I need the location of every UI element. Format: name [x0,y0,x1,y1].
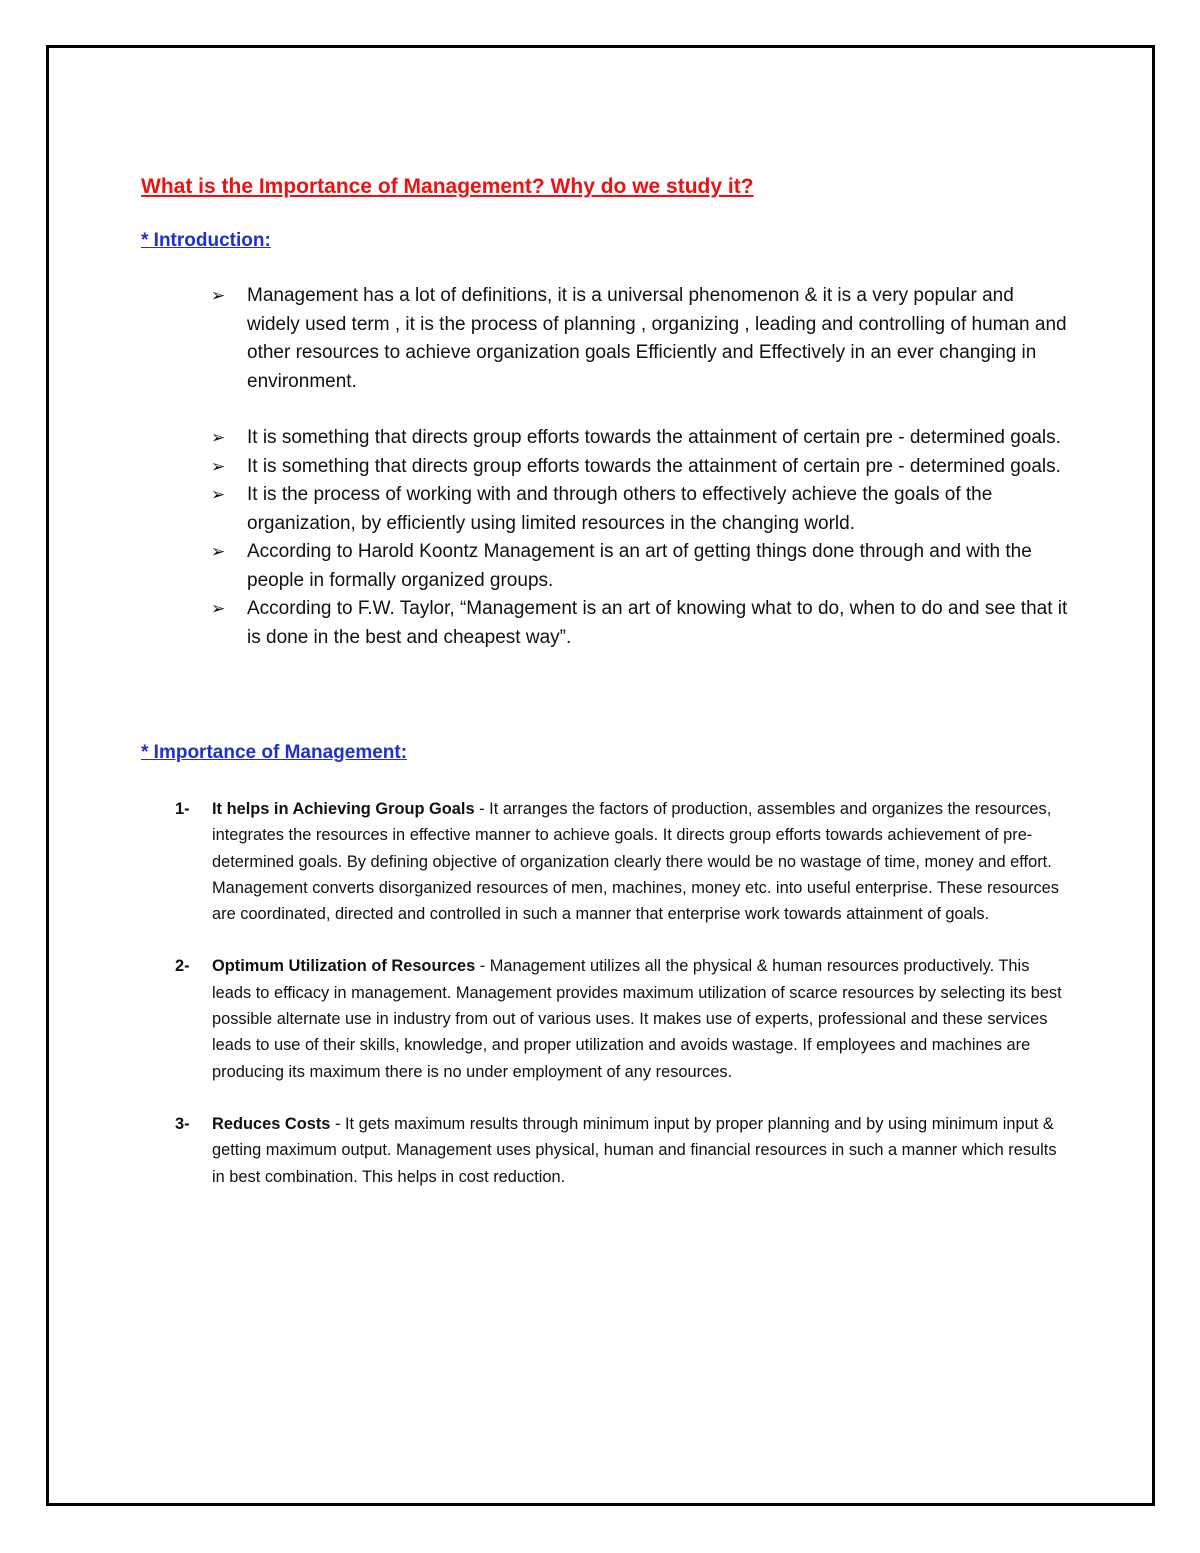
document-title: What is the Importance of Management? Why do we study it? [141,175,754,198]
item-title: Reduces Costs [212,1114,331,1133]
arrow-bullet-icon: ➢ [211,485,226,504]
list-item [141,1111,1071,1190]
list-item [141,953,1071,1084]
bullet-text: According to Harold Koontz Management is an art of getting things done through and with the people in formally organized groups. [247,541,1032,591]
arrow-bullet-icon: ➢ [211,599,226,618]
arrow-bullet-icon: ➢ [211,456,226,476]
item-text: - It gets maximum results through minimum input by proper planning and by using minimum input & getting maximum output. Management uses physical, human and financial resources in such a manner which results in best combination. This helps in cost reduction. [212,1114,1057,1186]
list-item [141,796,1071,927]
arrow-bullet-icon: ➢ [211,542,226,561]
list-item [141,595,1071,652]
arrow-bullet-icon: ➢ [211,286,226,305]
bullet-text: According to F.W. Taylor, “Management is an art of knowing what to do, when to do and see that it is done in the best and cheapest way”. [247,598,1068,648]
item-title: It helps in Achieving Group Goals [212,800,475,818]
bullet-text: It is something that directs group efforts towards the attainment of certain pre - determined goals. [247,427,1061,448]
bullet-text: It is the process of working with and through others to effectively achieve the goals of the organization, by efficiently using limited resources in the changing world. [247,484,993,534]
document-body [141,170,1071,1216]
list-item [141,481,1071,538]
list-item [141,282,1071,396]
importance-numbered-list [141,796,1071,1190]
importance-heading: * Importance of Management: [141,742,408,763]
item-title: Optimum Utilization of Resources [212,957,476,976]
list-item [141,538,1071,595]
item-text: - Management utilizes all the physical & human resources productively. This leads to efficacy in management. Management provides maximum utilization of scarce resources by selecting its best possible alternate use in industry from out of various uses. It makes use of experts, professional and these services leads to use of their skills, knowledge, and proper utilization and avoids wastage. If employees and machines are producing its maximum there is no under employment of any resources. [212,957,1062,1081]
item-number: 1- [175,800,190,818]
arrow-bullet-icon: ➢ [211,428,226,447]
bullet-text: Management has a lot of definitions, it is a universal phenomenon & it is a very popular and widely used term , it is the process of planning , organizing , leading and controlling of human and other resources to achieve organization goals Efficiently and Effectively in an ever changing in environment. [247,285,1067,392]
list-item [141,453,1071,482]
introduction-heading: * Introduction: [141,230,271,251]
item-number: 2- [175,957,190,976]
item-text: - It arranges the factors of production, assembles and organizes the resources, integrates the resources in effective manner to achieve goals. It directs group efforts towards achievement of pre-determined goals. By defining objective of organization clearly there would be no wastage of time, money and effort. Management converts disorganized resources of men, machines, money etc. into useful enterprise. These resources are coordinated, directed and controlled in such a manner that enterprise work towards attainment of goals. [212,800,1059,924]
list-item [141,424,1071,453]
item-number: 3- [175,1114,190,1133]
introduction-bullet-list [141,282,1071,652]
bullet-text: It is something that directs group efforts towards the attainment of certain pre - determined goals. [247,455,1061,477]
